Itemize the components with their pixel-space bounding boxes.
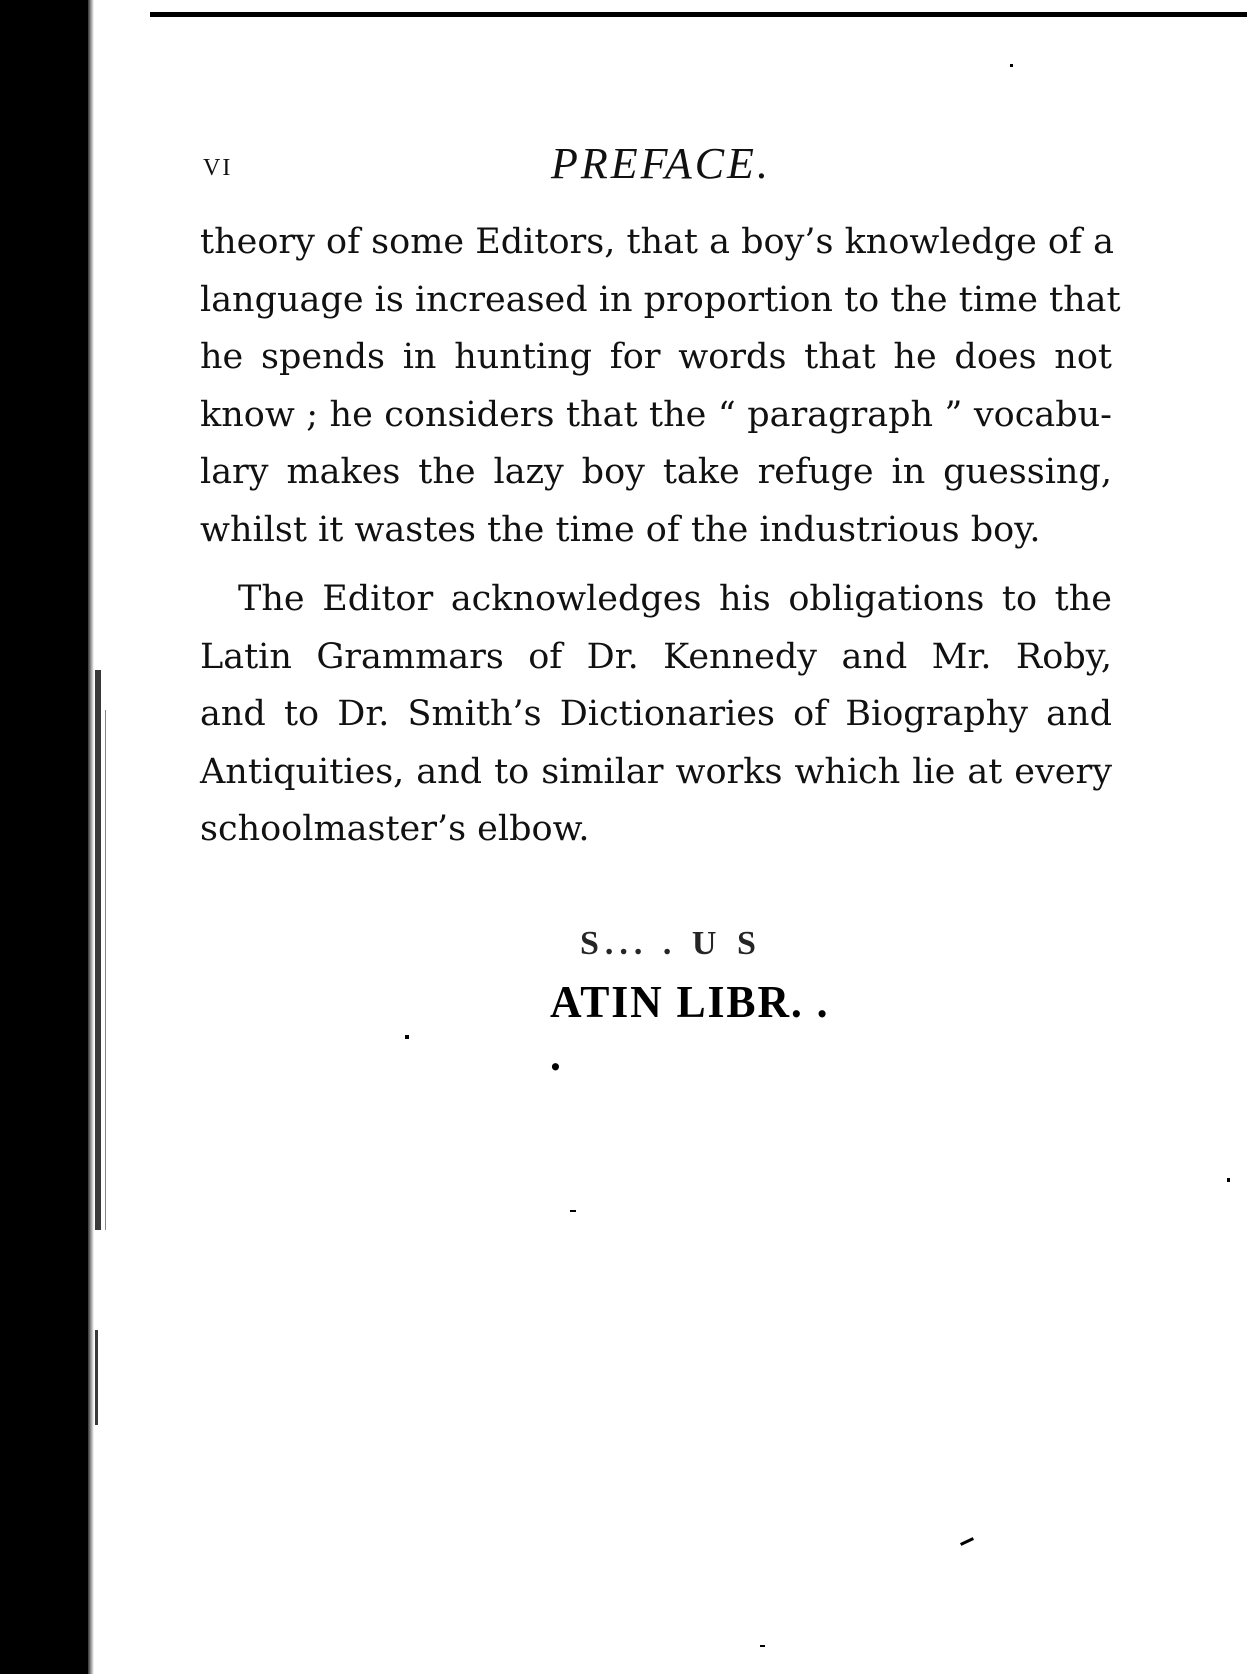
text-line: language is increased in proportion to the time that [200, 279, 1121, 320]
text-line: Antiquities, and to similar works which lie at every [200, 751, 1112, 792]
scan-speck [1227, 1178, 1230, 1182]
scan-top-rule [150, 12, 1247, 17]
scan-speck [1010, 64, 1013, 67]
text-line: schoolmaster’s elbow. [200, 809, 590, 849]
text-line: know ; he considers that the “ paragraph ” vocabu- [200, 394, 1112, 435]
scan-speck [570, 1210, 576, 1212]
scan-dark-edge [0, 0, 88, 1674]
scan-speck [960, 1537, 974, 1546]
binding-mark-lower [95, 1330, 98, 1425]
text-line: lary makes the lazy boy take refuge in guessing, [200, 452, 1112, 492]
running-head: PREFACE. [551, 139, 771, 188]
page-number: vi [203, 146, 233, 183]
binding-mark [95, 670, 101, 1230]
page-header [203, 138, 1113, 188]
paragraph-1 [200, 214, 1121, 559]
scan-edge-shadow [88, 0, 94, 1674]
text-line: he spends in hunting for words that he does not [200, 337, 1112, 377]
text-line: whilst it wastes the time of the industrious boy. [200, 509, 1041, 550]
stamp-line-2: ATIN LIBR. . . [550, 976, 830, 1080]
text-line: and to Dr. Smith’s Dictionaries of Biography and [200, 694, 1112, 734]
binding-thin-line [105, 710, 106, 1230]
paragraph-2 [200, 571, 1112, 859]
text-line: theory of some Editors, that a boy’s knowledge of a [200, 222, 1114, 262]
text-line: The Editor acknowledges his obligations to the [238, 579, 1112, 619]
text-line: Latin Grammars of Dr. Kennedy and Mr. Roby, [200, 636, 1112, 677]
scan-speck [405, 1035, 409, 1039]
library-stamp [550, 925, 870, 1080]
scan-speck [760, 1645, 765, 1647]
stamp-line-1: S... . U S [580, 925, 762, 962]
body-text [200, 214, 1121, 859]
